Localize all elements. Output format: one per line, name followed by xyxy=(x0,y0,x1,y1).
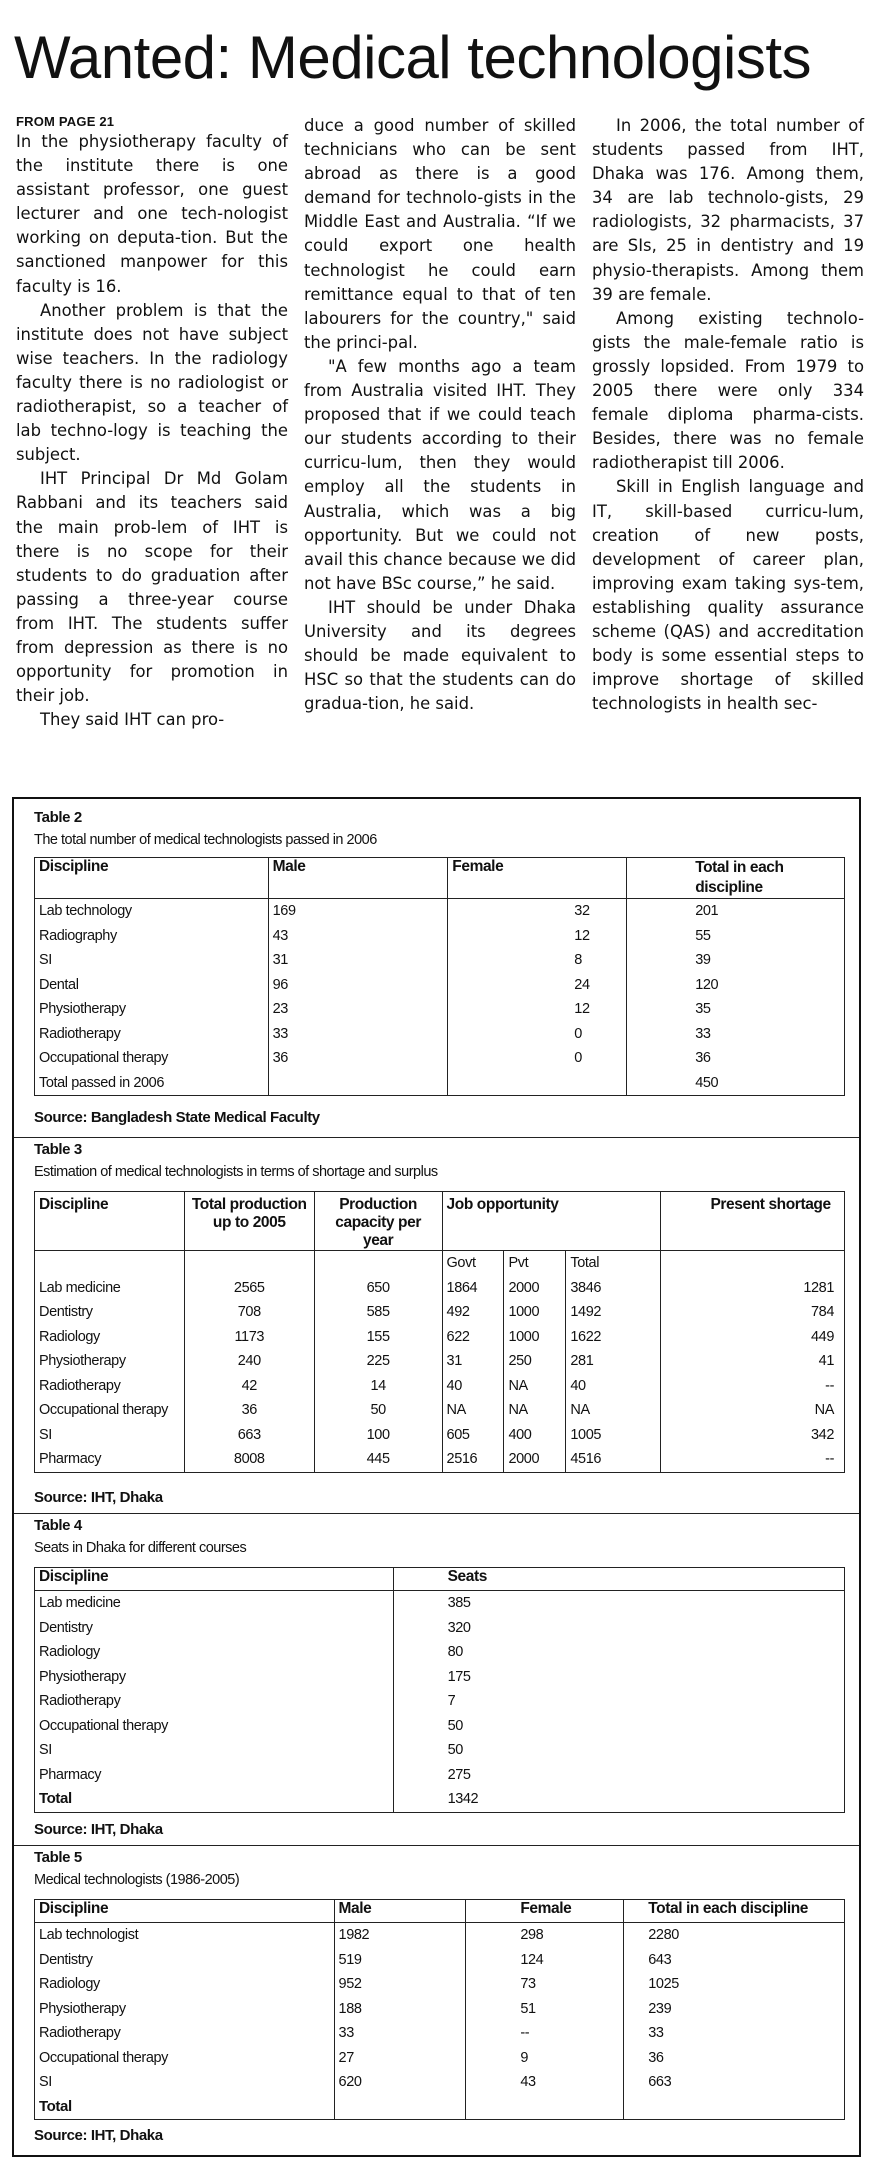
headline: Wanted: Medical technologists xyxy=(14,24,812,91)
divider xyxy=(14,1845,859,1846)
table-cell: 32 xyxy=(448,899,627,924)
table-cell: 281 xyxy=(566,1349,661,1374)
table-row xyxy=(35,1640,845,1665)
table-cell xyxy=(268,1071,448,1096)
table-cell: Radiography xyxy=(35,924,269,949)
table-cell: 784 xyxy=(661,1300,845,1325)
table-cell: 41 xyxy=(661,1349,845,1374)
table-row xyxy=(35,1423,845,1448)
table-row xyxy=(35,997,845,1022)
table5-source: Source: IHT, Dhaka xyxy=(34,2127,163,2144)
paragraph: IHT should be under Dhaka University and its degrees should be made equivalent to HSC so that the students can do gradua-tion, he said. xyxy=(304,597,576,714)
table-cell: Dentistry xyxy=(35,1616,394,1641)
table-cell: 2280 xyxy=(624,1923,845,1948)
table-row xyxy=(35,1997,845,2022)
table-cell: 225 xyxy=(314,1349,442,1374)
table-row xyxy=(35,1046,845,1071)
table-cell: 663 xyxy=(184,1423,314,1448)
table5-col-discipline: Discipline xyxy=(35,1900,335,1923)
table-cell: 275 xyxy=(393,1763,844,1788)
table5-total-label: Total xyxy=(35,2095,335,2120)
table-cell: 1000 xyxy=(504,1300,566,1325)
table-cell: Radiotherapy xyxy=(35,1022,269,1047)
table-cell: 24 xyxy=(448,973,627,998)
table-cell: 155 xyxy=(314,1325,442,1350)
table-cell: 73 xyxy=(466,1972,624,1997)
table-row xyxy=(35,1276,845,1301)
table-row xyxy=(35,2021,845,2046)
paragraph: In the physiotherapy faculty of the institute there is one assistant professor, one guest lecturer and one tech-nologist working on deputa-tion. But the sanctioned manpower for this faculty is 16. xyxy=(16,132,288,296)
table-cell: 124 xyxy=(466,1948,624,1973)
table-row xyxy=(35,2046,845,2071)
table-cell: Physiotherapy xyxy=(35,1665,394,1690)
table4-caption: Seats in Dhaka for different courses xyxy=(34,1540,247,1556)
table-cell: 50 xyxy=(393,1714,844,1739)
table-cell: 400 xyxy=(504,1423,566,1448)
table-cell: Occupational therapy xyxy=(35,1046,269,1071)
table-cell: Radiology xyxy=(35,1325,185,1350)
table2-source: Source: Bangladesh State Medical Faculty xyxy=(34,1109,320,1126)
table-cell: Radiology xyxy=(35,1640,394,1665)
table-cell: 14 xyxy=(314,1374,442,1399)
table-cell: 23 xyxy=(268,997,448,1022)
table-cell: 12 xyxy=(448,997,627,1022)
table-cell: 40 xyxy=(442,1374,504,1399)
table-cell: 622 xyxy=(442,1325,504,1350)
table-cell: 663 xyxy=(624,2070,845,2095)
table-row xyxy=(35,1300,845,1325)
table-cell: Pharmacy xyxy=(35,1763,394,1788)
table3 xyxy=(34,1191,845,1473)
table-cell: Radiotherapy xyxy=(35,2021,335,2046)
table-cell: 1173 xyxy=(184,1325,314,1350)
table-cell: 1492 xyxy=(566,1300,661,1325)
table3-col-discipline: Discipline xyxy=(35,1192,185,1251)
table-cell: 4516 xyxy=(566,1447,661,1472)
article-column-3 xyxy=(592,114,864,716)
table3-sub-total: Total xyxy=(566,1251,661,1276)
paragraph: They said IHT can pro- xyxy=(40,710,225,730)
table-cell: 385 xyxy=(393,1591,844,1616)
table-cell: 9 xyxy=(466,2046,624,2071)
table-cell: 120 xyxy=(627,973,845,998)
table-row xyxy=(35,1923,845,1948)
table4-col-seats: Seats xyxy=(393,1568,844,1591)
table-cell: 36 xyxy=(627,1046,845,1071)
table-cell: 643 xyxy=(624,1948,845,1973)
paragraph: Skill in English language and IT, skill-based curricu-lum, creation of new posts, development of career plan, improving exam taking sys-tem, establishing quality assurance scheme (QAS) and accreditation body is some essential steps to improve shortage of skilled technologists in health sec- xyxy=(592,477,864,714)
table2-col-male: Male xyxy=(268,858,448,899)
paragraph: Among existing technolo-gists the male-female ratio is grossly lopsided. From 1979 to 2005 there were only 334 female diploma pharma-cists. Besides, there was no female radiotherapist till 2006. xyxy=(592,308,864,473)
table5-header xyxy=(34,1849,845,1888)
paragraph: In 2006, the total number of students passed from IHT, Dhaka was 176. Among them, 34 are lab technolo-gists, 29 radiologists, 32 pharmacists, 37 are SIs, 25 in dentistry and 19 physio-therapists. Among them 39 are female. xyxy=(592,116,864,304)
table-cell: 2000 xyxy=(504,1447,566,1472)
table-cell: NA xyxy=(442,1398,504,1423)
table-cell: 36 xyxy=(268,1046,448,1071)
table-cell: 36 xyxy=(184,1398,314,1423)
table-cell: Lab medicine xyxy=(35,1591,394,1616)
table2-col-discipline: Discipline xyxy=(35,858,269,899)
table-cell xyxy=(448,1071,627,1096)
table-row xyxy=(35,1714,845,1739)
table4-total-label: Total xyxy=(35,1787,394,1812)
table-cell: -- xyxy=(661,1374,845,1399)
table-cell: 620 xyxy=(334,2070,466,2095)
table-cell: 1982 xyxy=(334,1923,466,1948)
table-cell: SI xyxy=(35,1423,185,1448)
table-cell: 188 xyxy=(334,1997,466,2022)
table-cell: 342 xyxy=(661,1423,845,1448)
article-column-2 xyxy=(304,114,576,716)
table4-title: Table 4 xyxy=(34,1517,82,1534)
table-cell: 449 xyxy=(661,1325,845,1350)
table-cell: 12 xyxy=(448,924,627,949)
table-cell: 8 xyxy=(448,948,627,973)
table3-col-shortage: Present shortage xyxy=(661,1192,845,1251)
table3-sub-pvt: Pvt xyxy=(504,1251,566,1276)
divider xyxy=(14,1513,859,1514)
table-cell: Pharmacy xyxy=(35,1447,185,1472)
table-cell: 100 xyxy=(314,1423,442,1448)
table-cell: Lab technology xyxy=(35,899,269,924)
table-row xyxy=(35,1325,845,1350)
table-cell: Lab technologist xyxy=(35,1923,335,1948)
table-row xyxy=(35,1349,845,1374)
table2-col-female: Female xyxy=(448,858,627,899)
table-cell: NA xyxy=(504,1374,566,1399)
tables-box xyxy=(12,797,861,2157)
table-cell: 320 xyxy=(393,1616,844,1641)
table3-col-production: Total production up to 2005 xyxy=(184,1192,314,1251)
table-cell: 36 xyxy=(624,2046,845,2071)
table5-caption: Medical technologists (1986-2005) xyxy=(34,1872,240,1888)
table3-col-capacity: Production capacity per year xyxy=(314,1192,442,1251)
table-cell: Radiotherapy xyxy=(35,1374,185,1399)
table3-source: Source: IHT, Dhaka xyxy=(34,1489,163,1506)
table-cell: Total passed in 2006 xyxy=(35,1071,269,1096)
table-row xyxy=(35,1591,845,1616)
table-cell: Physiotherapy xyxy=(35,1997,335,2022)
table3-header xyxy=(34,1141,845,1180)
table-cell: 33 xyxy=(334,2021,466,2046)
table-cell: 51 xyxy=(466,1997,624,2022)
table3-sub-govt: Govt xyxy=(442,1251,504,1276)
table-cell: 952 xyxy=(334,1972,466,1997)
table-row xyxy=(35,1689,845,1714)
table-cell: 8008 xyxy=(184,1447,314,1472)
table-row xyxy=(35,1616,845,1641)
table5 xyxy=(34,1899,845,2120)
table-cell: 450 xyxy=(627,1071,845,1096)
table5-col-male: Male xyxy=(334,1900,466,1923)
table-cell: Physiotherapy xyxy=(35,997,269,1022)
table-cell: 239 xyxy=(624,1997,845,2022)
table-row xyxy=(35,924,845,949)
table-cell: 31 xyxy=(268,948,448,973)
table-cell: 605 xyxy=(442,1423,504,1448)
table-cell: 169 xyxy=(268,899,448,924)
table-row xyxy=(35,1763,845,1788)
table-row xyxy=(35,1071,845,1096)
table-cell: Lab medicine xyxy=(35,1276,185,1301)
table5-col-total: Total in each discipline xyxy=(624,1900,845,1923)
table-cell: 1622 xyxy=(566,1325,661,1350)
table-cell: 298 xyxy=(466,1923,624,1948)
table-row xyxy=(35,1972,845,1997)
table-cell: -- xyxy=(661,1447,845,1472)
article-column-1 xyxy=(16,114,288,732)
table-cell: 201 xyxy=(627,899,845,924)
table-cell: 240 xyxy=(184,1349,314,1374)
table2-header xyxy=(34,809,845,848)
table-cell: 42 xyxy=(184,1374,314,1399)
paragraph: Another problem is that the institute does not have subject wise teachers. In the radiology faculty there is no radiologist or radiotherapist, so a teacher of lab techno-logy is teaching the subject. xyxy=(16,300,288,465)
table-cell: 39 xyxy=(627,948,845,973)
table-cell: 1005 xyxy=(566,1423,661,1448)
table-cell: 35 xyxy=(627,997,845,1022)
table5-col-female: Female xyxy=(466,1900,624,1923)
table-cell: Radiology xyxy=(35,1972,335,1997)
table-cell: NA xyxy=(504,1398,566,1423)
table-row xyxy=(35,1398,845,1423)
table-cell: 43 xyxy=(268,924,448,949)
table-cell: 33 xyxy=(627,1022,845,1047)
table-cell: 708 xyxy=(184,1300,314,1325)
table-cell: 492 xyxy=(442,1300,504,1325)
table-cell: 55 xyxy=(627,924,845,949)
table-cell: Physiotherapy xyxy=(35,1349,185,1374)
paragraph: IHT Principal Dr Md Golam Rabbani and its teachers said the main prob-lem of IHT is there is no scope for their students to do graduation after passing a three-year course from IHT. The students suffer from depression as there is no opportunity for promotion in their job. xyxy=(16,469,288,706)
table-cell: 445 xyxy=(314,1447,442,1472)
table-row xyxy=(35,1738,845,1763)
table-row xyxy=(35,1374,845,1399)
table-cell: -- xyxy=(466,2021,624,2046)
table-cell: 3846 xyxy=(566,1276,661,1301)
table4-col-discipline: Discipline xyxy=(35,1568,394,1591)
table-cell: 80 xyxy=(393,1640,844,1665)
table-row xyxy=(35,948,845,973)
table-cell: 585 xyxy=(314,1300,442,1325)
table-cell: 33 xyxy=(268,1022,448,1047)
table-cell: 0 xyxy=(448,1046,627,1071)
table5-title: Table 5 xyxy=(34,1849,82,1866)
table2-title: Table 2 xyxy=(34,809,82,826)
table-cell: 50 xyxy=(393,1738,844,1763)
table-cell: 31 xyxy=(442,1349,504,1374)
from-page-label: FROM PAGE 21 xyxy=(16,114,115,129)
table-cell: 2516 xyxy=(442,1447,504,1472)
table-row xyxy=(35,1447,845,1472)
table-cell: Dentistry xyxy=(35,1948,335,1973)
table-cell: 519 xyxy=(334,1948,466,1973)
table-cell: 1864 xyxy=(442,1276,504,1301)
table3-col-job-opportunity: Job opportunity xyxy=(442,1192,661,1251)
table-cell: 1000 xyxy=(504,1325,566,1350)
table-cell: 2565 xyxy=(184,1276,314,1301)
table-cell: Dentistry xyxy=(35,1300,185,1325)
table4 xyxy=(34,1567,845,1813)
table4-header xyxy=(34,1517,845,1556)
table-cell: Dental xyxy=(35,973,269,998)
table2 xyxy=(34,857,845,1096)
table-cell: 650 xyxy=(314,1276,442,1301)
divider xyxy=(14,1137,859,1138)
table-row xyxy=(35,1948,845,1973)
table-cell: 2000 xyxy=(504,1276,566,1301)
table-cell: NA xyxy=(566,1398,661,1423)
table3-title: Table 3 xyxy=(34,1141,82,1158)
table4-total-value: 1342 xyxy=(393,1787,844,1812)
table-cell: 1281 xyxy=(661,1276,845,1301)
table-row xyxy=(35,1022,845,1047)
table4-source: Source: IHT, Dhaka xyxy=(34,1821,163,1838)
table-cell: 50 xyxy=(314,1398,442,1423)
table-cell: 40 xyxy=(566,1374,661,1399)
table-cell: 43 xyxy=(466,2070,624,2095)
table-cell: 96 xyxy=(268,973,448,998)
table-cell: NA xyxy=(661,1398,845,1423)
table-cell: Occupational therapy xyxy=(35,1398,185,1423)
table3-caption: Estimation of medical technologists in terms of shortage and surplus xyxy=(34,1164,438,1180)
paragraph: duce a good number of skilled technicians who can be sent abroad as there is a good demand for technolo-gists in the Middle East and Australia. “If we could export one health technologist he could earn remittance equal to that of ten labourers for the country," said the princi-pal. xyxy=(304,116,576,352)
table-cell: 7 xyxy=(393,1689,844,1714)
table-row xyxy=(35,1665,845,1690)
table-row xyxy=(35,2070,845,2095)
table-cell: 175 xyxy=(393,1665,844,1690)
table-cell: SI xyxy=(35,2070,335,2095)
table2-col-total: Total in each discipline xyxy=(627,858,845,899)
table-cell: SI xyxy=(35,1738,394,1763)
table-cell: 27 xyxy=(334,2046,466,2071)
table-cell: Occupational therapy xyxy=(35,2046,335,2071)
paragraph: "A few months ago a team from Australia visited IHT. They proposed that if we could teach our students according to their curricu-lum, then they would employ all the students in Australia, which was a big opportunity. But we could not avail this chance because we did not have BSc course,” he said. xyxy=(304,356,576,593)
table-cell: Occupational therapy xyxy=(35,1714,394,1739)
table-cell: 1025 xyxy=(624,1972,845,1997)
table-cell: Radiotherapy xyxy=(35,1689,394,1714)
table2-caption: The total number of medical technologists passed in 2006 xyxy=(34,832,377,848)
table-row xyxy=(35,973,845,998)
table-cell: 0 xyxy=(448,1022,627,1047)
table-cell: 33 xyxy=(624,2021,845,2046)
table-cell: 250 xyxy=(504,1349,566,1374)
table-cell: SI xyxy=(35,948,269,973)
table-row xyxy=(35,899,845,924)
